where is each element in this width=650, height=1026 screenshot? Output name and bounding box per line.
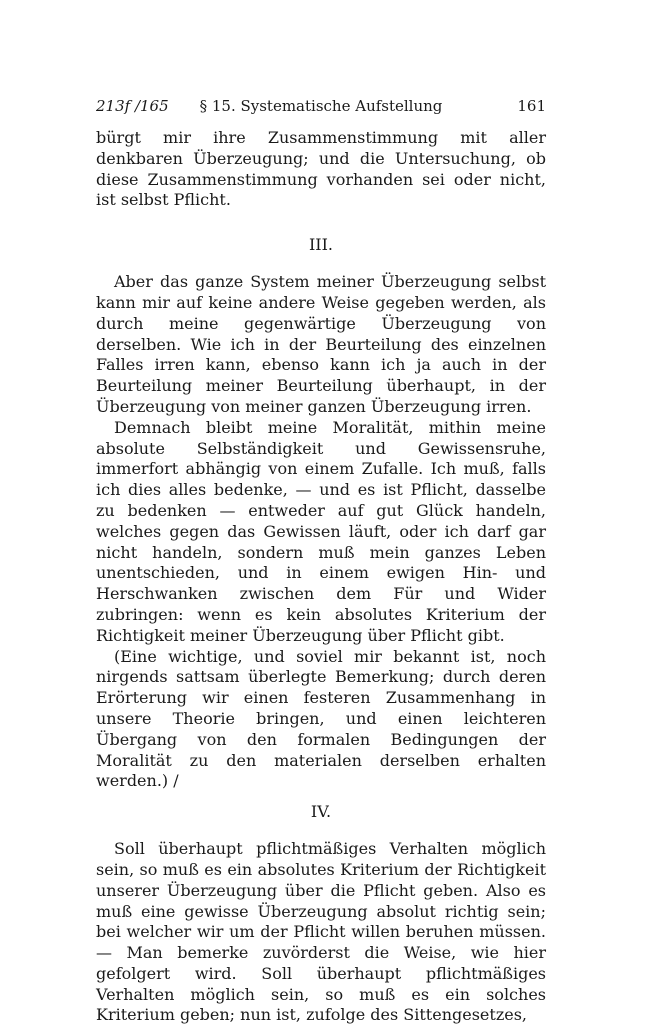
running-header: [96, 96, 546, 116]
paragraph: (Eine wichtige, und soviel mir bekannt ist, noch nirgends sattsam überlegte Bemerkung; durch deren Erörterung wir einen festeren Zusammenhang in unsere Theorie bringen, und einen leichteren Übergang von den formalen Bedingungen der Moralität zu den materialen derselben erhalten werden.) /: [96, 646, 546, 791]
paragraph: Aber das ganze System meiner Überzeugung selbst kann mir auf keine andere Weise gegeben werden, als durch meine gegenwärtige Überzeugung von derselben. Wie ich in der Beurteilung des einzelnen Falles irren kann, ebenso kann ich ja auch in der Beurteilung meiner Beurteilung überhaupt, in der Überzeugung von meiner ganzen Überzeugung irren.: [96, 272, 546, 416]
page-body: [96, 128, 546, 1026]
paragraph: Soll überhaupt pflichtmäßiges Verhalten möglich sein, so muß es ein absolutes Kriterium der Richtigkeit unserer Überzeugung über die Pflicht geben. Also es muß eine gewisse Überzeugung absolut richtig sein; bei welcher wir um der Pflicht willen beruhen müssen. — Man bemerke zuvörderst die Weise, wie hier gefolgert wird. Soll überhaupt pflichtmäßiges Verhalten möglich sein, so muß es ein solches Kriterium geben; nun ist, zufolge des Sittengesetzes,: [96, 839, 546, 1025]
section-heading-iii: III.: [308, 235, 334, 255]
page-reference: 213f /165: [96, 97, 169, 115]
section-heading-iv: IV.: [310, 802, 332, 822]
page-number: 161: [517, 97, 546, 115]
paragraph: Demnach bleibt meine Moralität, mithin meine absolute Selbständigkeit und Gewissensruhe, immerfort abhängig von einem Zufalle. Ich muß, falls ich dies alles bedenke, — und es ist Pflicht, dasselbe zu bedenken — entweder auf gut Glück handeln, welches gegen das Gewissen läuft, oder ich darf gar nicht handeln, sondern muß mein ganzes Leben unentschieden, und in einem ewigen Hin- und Herschwanken zwischen dem Für und Wider zubringen: wenn es kein absolutes Kriterium der Richtigkeit meiner Überzeugung über Pflicht gibt.: [96, 417, 546, 645]
paragraph-continued: bürgt mir ihre Zusammenstimmung mit aller denkbaren Überzeugung; und die Untersuchung, ob diese Zusammenstimmung vorhanden sei oder nicht, ist selbst Pflicht.: [96, 128, 546, 210]
chapter-title: § 15. Systematische Aufstellung: [199, 97, 443, 115]
